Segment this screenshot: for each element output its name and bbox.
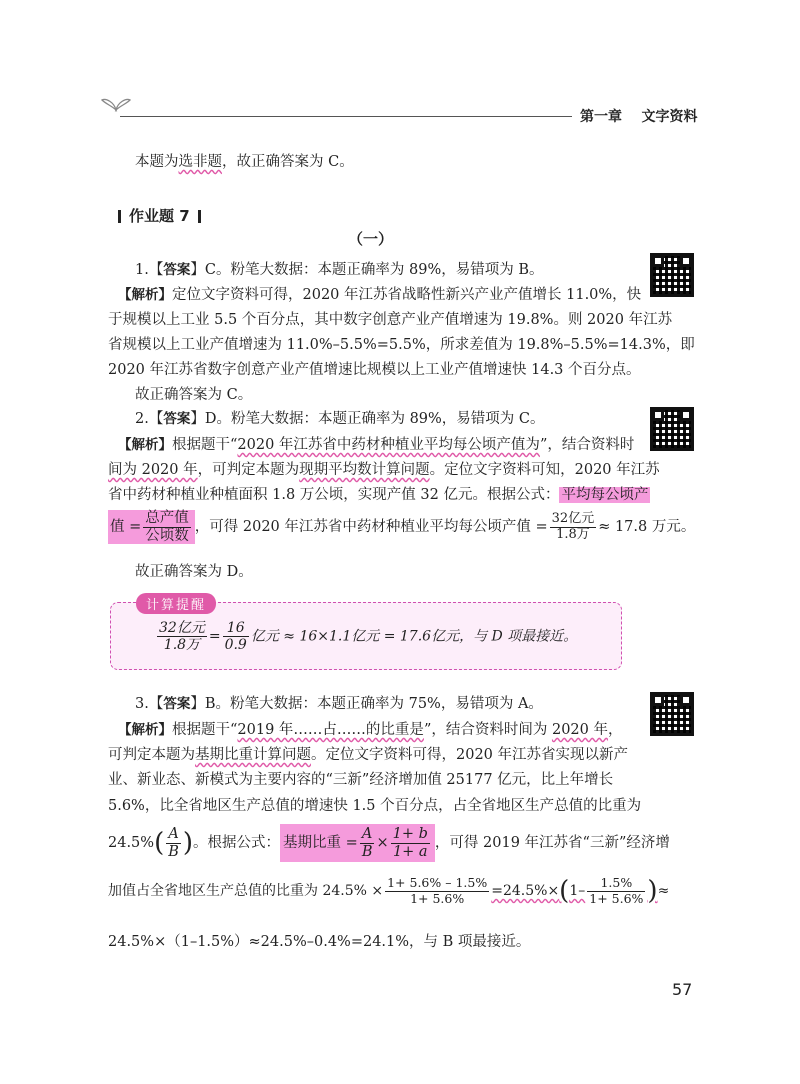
fraction-numerator: A	[360, 826, 375, 844]
q2-analysis-line-4	[108, 510, 695, 544]
q3-analysis-line-1	[118, 718, 622, 739]
q3-text: 可判定本题为	[108, 747, 195, 763]
fraction-denominator: 1+ 5.6%	[410, 890, 465, 906]
intro-tail: ，故正确答案为 C。	[222, 154, 354, 170]
q3-analysis-line-3: 业、新业态、新模式为主要内容的“三新”经济增加值 25177 亿元，比上年增长	[108, 772, 614, 788]
q3-text: 。根据公式：	[193, 835, 281, 852]
q3-text: 加值占全省地区生产总值的比重为 24.5% ×	[108, 883, 384, 899]
q2-text: 省中药材种植业种植面积 1.8 万公顷，实现产值 32 亿元。根据公式：	[108, 487, 560, 503]
chapter-label	[580, 106, 698, 126]
q1-text: 定位文字资料可得，2020 年江苏省战略性新兴产业产值增长 11.0%，快	[172, 287, 642, 303]
q2-answer-tag: 答案	[163, 411, 191, 427]
calc-text: 亿元 ≈ 16×1.1亿元 = 17.6亿元，与 D 项最接近。	[250, 628, 578, 645]
q1-head-pre: 1.【	[135, 262, 164, 278]
q2-text: ，可得 2020 年江苏省中药材种植业平均每公顷产值 =	[194, 519, 548, 536]
fraction-denominator: 1.8万	[163, 637, 201, 654]
q3-emphasis: 2019 年……占……的比重是	[237, 722, 424, 738]
q3-text: 。定位文字资料可得，2020 年江苏省实现以新产	[311, 747, 629, 763]
q3-analysis-line-4: 5.6%，比全省地区生产总值的增速快 1.5 个百分点，占全省地区生产总值的比重为	[108, 798, 642, 814]
q1-answer-line	[135, 258, 544, 279]
intro-text: 本题为	[135, 154, 179, 170]
calc-reminder-title: 计算提醒	[136, 593, 216, 614]
q3-head-post: 】B。粉笔大数据：本题正确率为 75%，易错项为 A。	[190, 696, 543, 712]
q2-head-pre: 2.【	[135, 411, 164, 427]
q2-text: 。定位文字资料可知，2020 年江苏	[429, 462, 660, 478]
fraction-numerator: 32亿元	[551, 510, 595, 526]
fraction-numerator: 总产值	[145, 510, 189, 526]
fraction-denominator: 0.9	[224, 637, 247, 654]
qr-code-icon[interactable]	[650, 692, 694, 736]
fraction-denominator: 公顷数	[145, 527, 189, 544]
q3-text: ，可得 2019 年江苏省“三新”经济增	[434, 835, 670, 852]
q1-analysis-tag: 【解析】	[118, 287, 172, 303]
formula-text: 基期比重 =	[283, 835, 358, 852]
q2-analysis-line-2	[108, 458, 660, 479]
q3-answer-line	[135, 692, 543, 713]
q2-formula-highlight	[108, 510, 195, 544]
paren-left: (	[559, 876, 570, 906]
q3-analysis-tag: 【解析】	[118, 722, 172, 738]
q2-answer-line	[135, 407, 545, 428]
q3-text: 24.5%	[108, 835, 155, 852]
q2-text: ”，结合资料时	[539, 437, 635, 453]
q2-emphasis: 2020 年江苏省中药材种植业平均每公顷产值为	[237, 437, 540, 453]
q1-head-post: 】C。粉笔大数据：本题正确率为 89%，易错项为 B。	[190, 262, 544, 278]
qr-code-icon[interactable]	[650, 253, 694, 297]
fraction-numerator: 32亿元	[159, 620, 205, 636]
paren-left: (	[154, 828, 165, 859]
q3-emphasis: 基期比重计算问题	[195, 747, 311, 763]
q1-answer-tag: 答案	[163, 262, 191, 278]
section-bar-left	[118, 210, 121, 223]
part-heading: （一）	[348, 230, 394, 248]
chapter-title: 文字资料	[641, 109, 698, 125]
intro-emphasis: 选非题	[178, 154, 222, 170]
q2-text: 根据题干“	[172, 437, 238, 453]
q3-text: 1–	[569, 883, 586, 899]
fraction-denominator: B	[361, 843, 373, 860]
formula-text: 值 =	[110, 519, 142, 536]
leaf-logo-icon	[100, 92, 132, 112]
times-sign: ×	[376, 835, 389, 852]
q3-analysis-line-5	[108, 824, 670, 862]
q2-formula-highlight: 平均每公顷产	[561, 487, 649, 503]
calc-reminder-formula	[155, 620, 577, 653]
q2-analysis-tag: 【解析】	[118, 437, 172, 453]
q2-conclusion: 故正确答案为 D。	[135, 564, 253, 580]
q3-head-pre: 3.【	[135, 696, 164, 712]
page-number: 57	[672, 980, 693, 999]
q3-emphasis: 2020 年	[551, 722, 608, 738]
q2-analysis-line-3	[108, 483, 650, 504]
chapter-number: 第一章	[580, 109, 622, 125]
q2-emphasis: 间为 2020 年	[108, 462, 198, 478]
q2-text: ≈ 17.8 万元。	[598, 519, 696, 536]
section-heading	[118, 205, 201, 226]
fraction-denominator: 1+ a	[392, 843, 428, 860]
q2-head-post: 】D。粉笔大数据：本题正确率为 89%，易错项为 C。	[190, 411, 545, 427]
fraction-numerator: 16	[223, 620, 249, 637]
section-label: 作业题 7	[129, 207, 190, 225]
fraction-numerator: 1+ 5.6% – 1.5%	[387, 875, 488, 891]
q1-conclusion: 故正确答案为 C。	[135, 387, 253, 403]
q3-text: ”，结合资料时间为	[423, 722, 552, 738]
paren-right: )	[647, 876, 658, 906]
section-bar-right	[198, 210, 201, 223]
q3-emphasis	[491, 875, 658, 906]
q3-analysis-line-2	[108, 743, 628, 764]
q2-analysis-line-1	[118, 433, 634, 454]
header-rule	[120, 116, 572, 117]
q3-answer-tag: 答案	[163, 696, 191, 712]
fraction-denominator: B	[168, 843, 179, 860]
q3-text: ≈	[657, 883, 670, 899]
q3-text: ，	[607, 722, 623, 738]
fraction-denominator: 1+ 5.6%	[589, 890, 644, 906]
fraction-numerator: A	[166, 826, 181, 844]
qr-code-icon[interactable]	[650, 407, 694, 451]
q3-formula-highlight	[280, 824, 435, 862]
q1-analysis-line-1	[118, 283, 641, 304]
fraction-denominator: 1.8万	[556, 526, 590, 542]
equals-sign: =	[208, 628, 221, 645]
q1-analysis-line-4: 2020 年江苏省数字创意产业产值增速比规模以上工业产值增速快 14.3 个百分点。	[108, 362, 641, 378]
q3-analysis-line-7: 24.5%×（1–1.5%）≈24.5%–0.4%=24.1%，与 B 项最接近。	[108, 934, 531, 950]
q2-text: ，可判定本题为	[197, 462, 300, 478]
q1-analysis-line-3: 省规模以上工业产值增速为 11.0%–5.5%=5.5%，所求差值为 19.8%–5.5%=14.3%，即	[108, 337, 695, 353]
fraction-numerator: 1+ b	[392, 826, 428, 842]
q1-analysis-line-2: 于规模以上工业 5.5 个百分点，其中数字创意产业产值增速为 19.8%。则 2020 年江苏	[108, 312, 673, 328]
intro-line	[135, 150, 354, 171]
q2-emphasis: 现期平均数计算问题	[299, 462, 430, 478]
fraction-numerator: 1.5%	[587, 876, 645, 891]
q3-text: =24.5%×	[491, 883, 560, 899]
q3-analysis-line-6	[108, 876, 669, 906]
paren-right: )	[182, 828, 194, 859]
q3-text: 根据题干“	[172, 722, 238, 738]
